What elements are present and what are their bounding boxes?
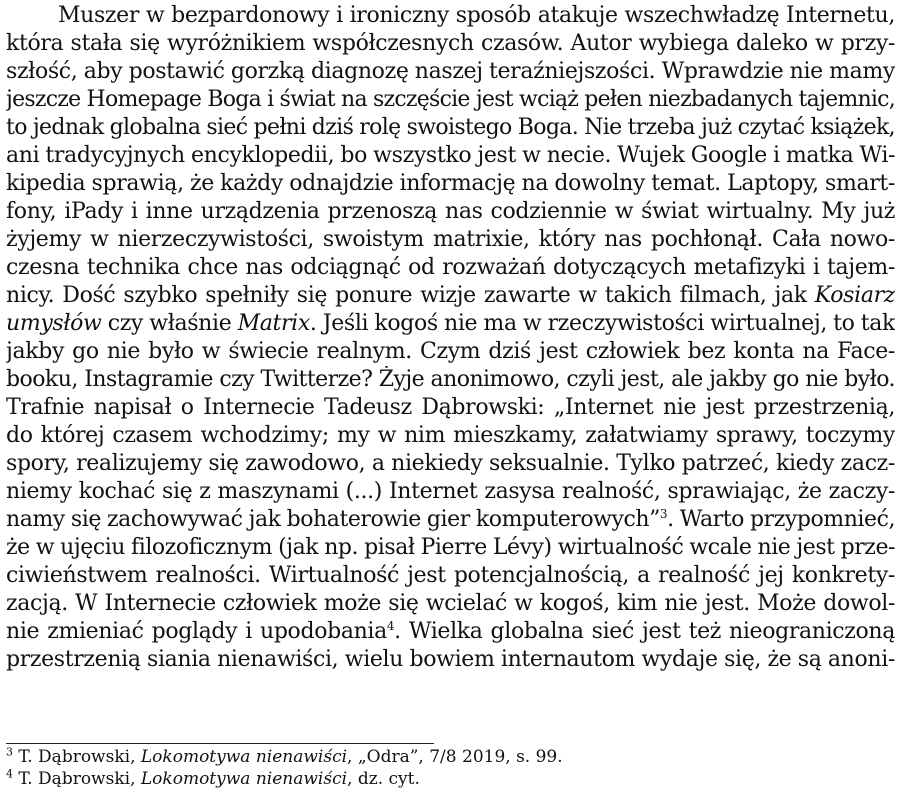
text-line: to jednak globalna sieć pełni dziś rolę swoistego Boga. Nie trzeba już czytać książek,: [6, 115, 895, 140]
text-line: jeszcze Homepage Boga i świat na szczęście jest wciąż pełen niezbadanych tajemnic,: [6, 87, 895, 112]
text-line: przestrzenią siania nienawiści, wielu bowiem internautom wydaje się, że są anoni-: [6, 647, 895, 672]
cited-title: Lokomotywa nienawiści: [140, 769, 348, 789]
text-line: umysłów czy właśnie Matrix. Jeśli kogoś nie ma w rzeczywistości wirtualnej, to tak: [6, 311, 895, 336]
text-line: która stała się wyróżnikiem współczesnych czasów. Autor wybiega daleko w przy-: [6, 31, 895, 56]
text-line: Muszer w bezpardonowy i ironiczny sposób atakuje wszechwładzę Internetu,: [58, 3, 895, 28]
text-line: do której czasem wchodzimy; my w nim mieszkamy, załatwiamy sprawy, toczymy: [6, 423, 895, 448]
text-line: żyjemy w nierzeczywistości, swoistym matrixie, który nas pochłonął. Cała nowo-: [6, 227, 895, 252]
text-line: czesna technika chce nas odciągnąć od rozważań dotyczących metafizyki i tajem-: [6, 255, 895, 280]
footnote-mark: 4: [6, 767, 13, 781]
text-line: booku, Instagramie czy Twitterze? Żyje anonimowo, czyli jest, ale jakby go nie było.: [6, 367, 895, 392]
text-line: namy się zachowywać jak bohaterowie gier komputerowych”$^3$. Warto przypomnieć,: [6, 506, 895, 532]
footnote-reference[interactable]: 4: [386, 618, 395, 633]
film-title: Kosiarz: [814, 283, 895, 308]
text-line: jakby go nie było w świecie realnym. Czym dziś jest człowiek bez konta na Face-: [6, 339, 895, 364]
film-title: umysłów: [6, 311, 102, 336]
text-line: szłość, aby postawić gorzką diagnozę naszej teraźniejszości. Wprawdzie nie mamy: [6, 59, 895, 84]
footnote-4: $^4$ T. Dąbrowski, Lokomotywa nienawiści, dz. cyt.: [6, 767, 420, 789]
text-line: ani tradycyjnych encyklopedii, bo wszystko jest w necie. Wujek Google i matka Wi-: [6, 143, 895, 168]
text-line: spory, realizujemy się zawodowo, a niekiedy seksualnie. Tylko patrzeć, kiedy zacz-: [6, 451, 895, 476]
text-line: kipedia sprawią, że każdy odnajdzie informację na dowolny temat. Laptopy, smart-: [6, 171, 895, 196]
footnote-reference[interactable]: 3: [659, 506, 668, 521]
footnote-mark: 3: [6, 745, 13, 759]
text-line: zacją. W Internecie człowiek może się wcielać w kogoś, kim nie jest. Może dowol-: [6, 591, 895, 616]
text-line: niemy kochać się z maszynami (...) Internet zasysa realność, sprawiając, że zaczy-: [6, 479, 895, 504]
text-line: nie zmieniać poglądy i upodobania$^4$. Wielka globalna sieć jest też nieograniczoną: [6, 618, 895, 644]
cited-title: Lokomotywa nienawiści: [140, 747, 348, 767]
footnote-3: $^3$ T. Dąbrowski, Lokomotywa nienawiści, „Odra”, 7/8 2019, s. 99.: [6, 745, 563, 767]
text-line: Trafnie napisał o Internecie Tadeusz Dąbrowski: „Internet nie jest przestrzenią,: [6, 395, 895, 420]
text-line: ciwieństwem realności. Wirtualność jest potencjalnością, a realność jej konkrety-: [6, 563, 895, 588]
footnote-divider: [6, 743, 434, 744]
text-line: nicy. Dość szybko spełniły się ponure wizje zawarte w takich filmach, jak Kosiarz: [6, 283, 895, 308]
text-line: fony, iPady i inne urządzenia przenoszą nas codziennie w świat wirtualny. My już: [6, 199, 895, 224]
film-title: Matrix: [237, 311, 310, 336]
text-line: że w ujęciu filozoficznym (jak np. pisał Pierre Lévy) wirtualność wcale nie jest prze-: [6, 535, 895, 560]
